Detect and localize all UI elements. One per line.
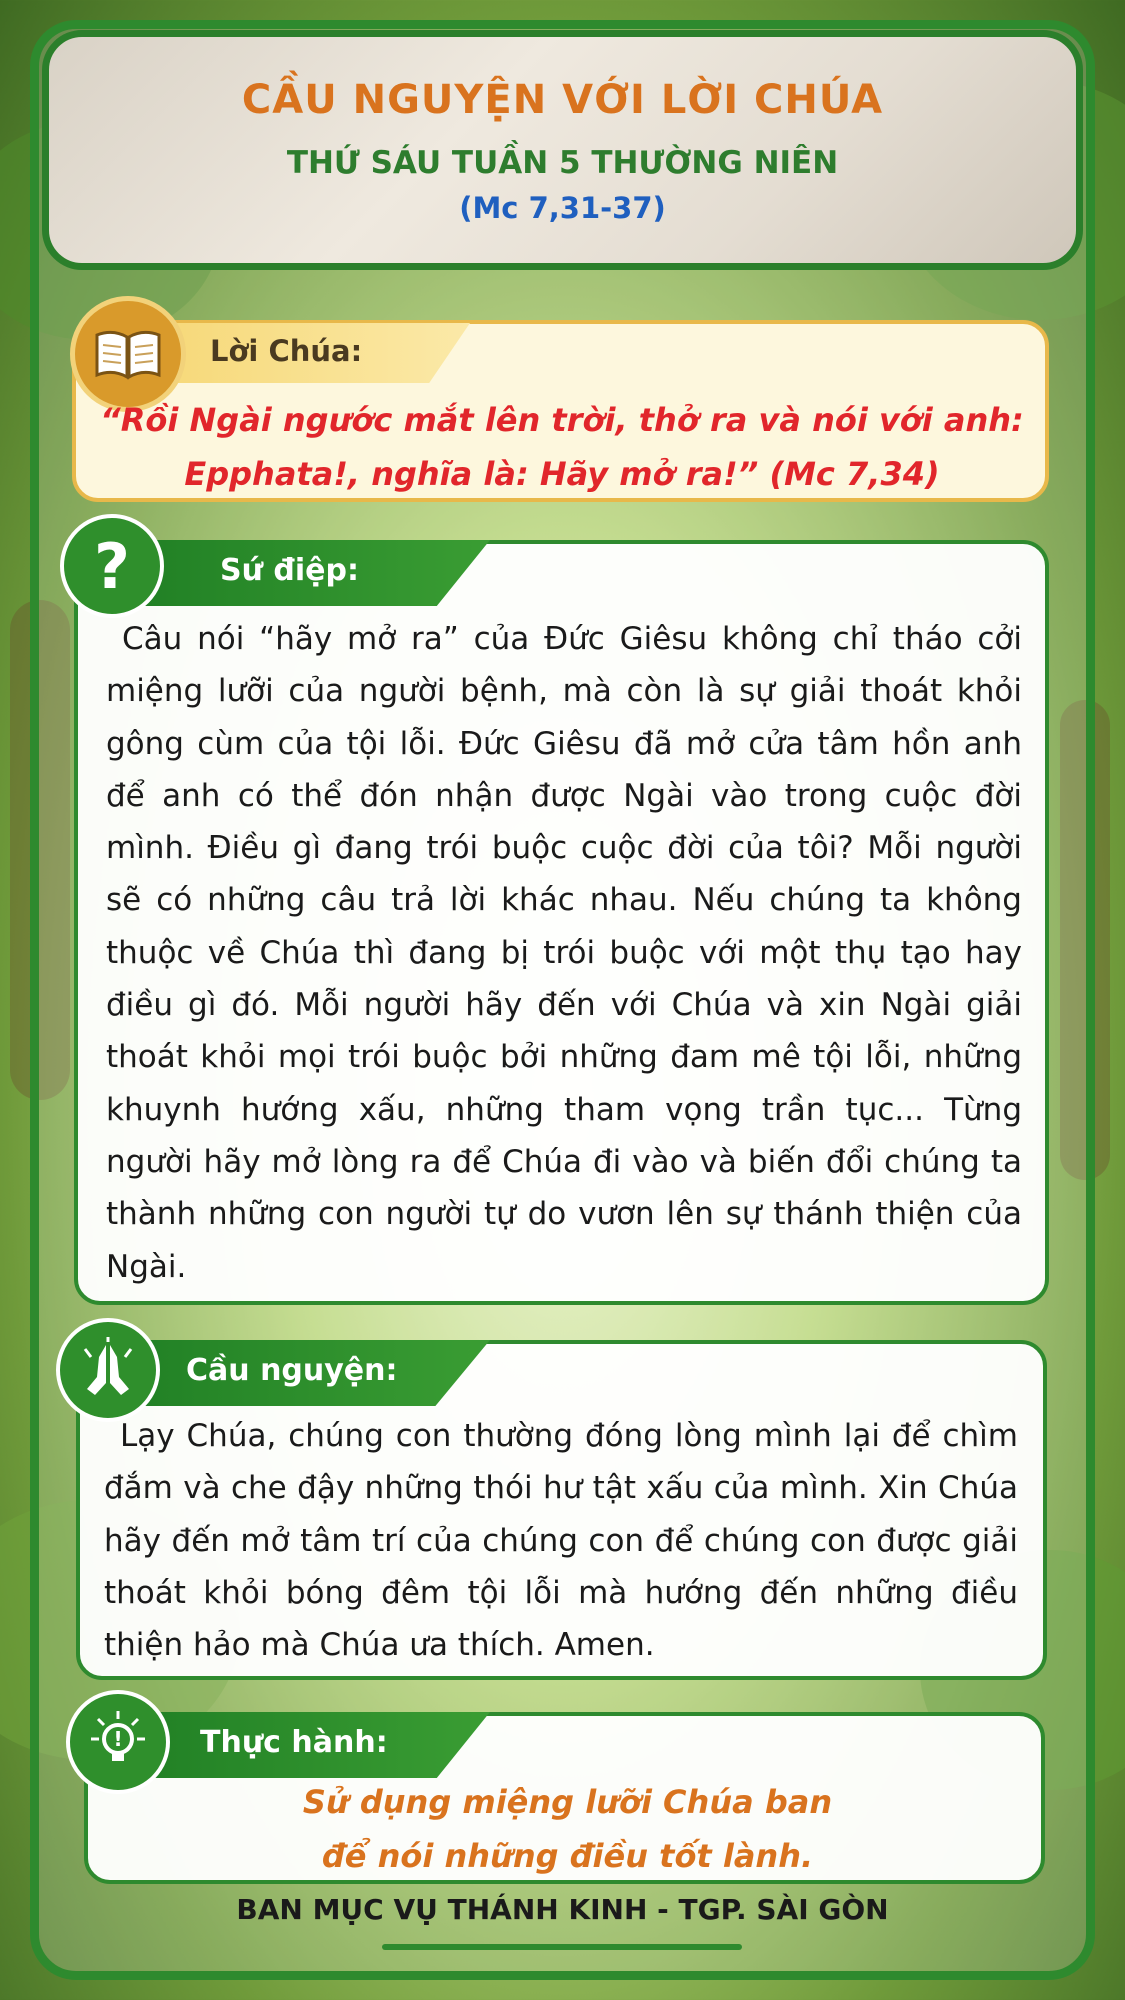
practice-label: Thực hành: [200,1725,388,1760]
header-banner [42,30,1083,270]
practice-line: Sử dụng miệng lưỡi Chúa ban [302,1783,833,1821]
word-label: Lời Chúa: [210,334,363,368]
prayer-label: Cầu nguyện: [186,1353,398,1388]
practice-line: để nói những điều tốt lành. [321,1837,814,1875]
question-mark-icon: ? [60,514,164,618]
page-title: CẦU NGUYỆN VỚI LỜI CHÚA [241,77,884,123]
quote-line: “Rồi Ngài ngước mắt lên trời, thở ra và nói với anh: [100,401,1024,439]
scripture-quote [92,393,1032,501]
svg-text:!: ! [113,1727,123,1751]
practice-text [90,1775,1045,1883]
quote-line: Epphata!, nghĩa là: Hãy mở ra!” (Mc 7,34) [184,455,940,493]
message-label: Sứ điệp: [220,553,359,588]
liturgical-day: THỨ SÁU TUẦN 5 THƯỜNG NIÊN [286,145,839,181]
footer-credit: BAN MỤC VỤ THÁNH KINH - TGP. SÀI GÒN [236,1893,889,1926]
footer-divider [382,1944,742,1950]
scripture-reference: (Mc 7,31-37) [459,191,666,225]
prayer-text: Lạy Chúa, chúng con thường đóng lòng mình lại để chìm đắm và che đậy những thói hư tật xấu của mình. Xin Chúa hãy đến mở tâm trí của chúng con để chúng con được giải thoát khỏi bóng đêm tội lỗi mà hướng đến những điều thiện hảo mà Chúa ưa thích. Amen. [104,1418,1018,1664]
praying-hands-icon [56,1318,160,1422]
message-text: Câu nói “hãy mở ra” của Đức Giêsu không chỉ tháo cởi miệng lưỡi của người bệnh, mà còn là sự giải thoát khỏi gông cùm của tội lỗi. Đức Giêsu đã mở cửa tâm hồn anh để anh có thể đón nhận được Ngài vào trong cuộc đời mình. Điều gì đang trói buộc cuộc đời của tôi? Mỗi người sẽ có những câu trả lời khác nhau. Nếu chúng ta không thuộc về Chúa thì đang bị trói buộc với một thụ tạo hay điều gì đó. Mỗi người hãy đến với Chúa và xin Ngài giải thoát khỏi mọi trói buộc bởi những đam mê tội lỗi, những khuynh hướng xấu, những tham vọng trần tục... Từng người hãy mở lòng ra để Chúa đi vào và biến đổi chúng ta thành những con người tự do vươn lên sự thánh thiện của Ngài. [106,621,1022,1285]
